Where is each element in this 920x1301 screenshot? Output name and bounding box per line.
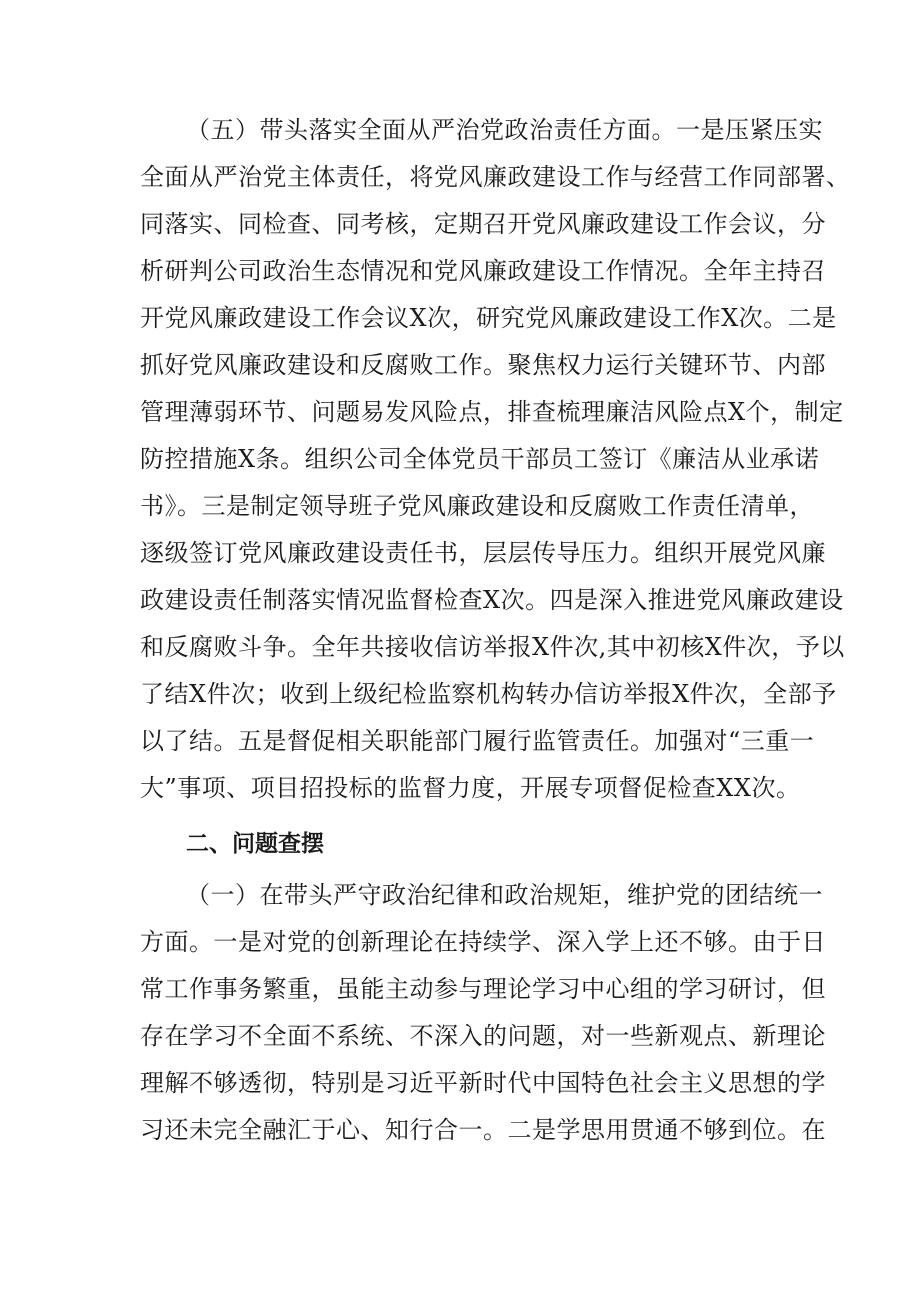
section-heading: 二、问题查摆 [186, 831, 324, 857]
paragraph-line: 防控措施X条。组织公司全体党员干部员工签订《廉洁从业承诺 [140, 445, 820, 473]
paragraph-line: 理解不够透彻，特别是习近平新时代中国特色社会主义思想的学 [140, 1069, 826, 1097]
paragraph-line: 和反腐败斗争。全年共接收信访举报X件次,其中初核X件次，予以 [140, 633, 845, 661]
paragraph-line: 开党风廉政建设工作会议X次，研究党风廉政建设工作X次。二是 [140, 304, 837, 332]
paragraph-line: 全面从严治党主体责任，将党风廉政建设工作与经营工作同部署、 [140, 163, 851, 191]
paragraph-line: 析研判公司政治生态情况和党风廉政建设工作情况。全年主持召 [140, 257, 826, 285]
paragraph-line: （一）在带头严守政治纪律和政治规矩，维护党的团结统一 [186, 881, 823, 909]
paragraph-line: （五）带头落实全面从严治党政治责任方面。一是压紧压实 [186, 116, 823, 144]
paragraph-line: 抓好党风廉政建设和反腐败工作。聚焦权力运行关键环节、内部 [140, 351, 826, 379]
paragraph-line: 书》。三是制定领导班子党风廉政建设和反腐败工作责任清单， [140, 492, 814, 520]
paragraph-line: 常工作事务繁重，虽能主动参与理论学习中心组的学习研讨，但 [140, 975, 826, 1003]
paragraph-line: 管理薄弱环节、问题易发风险点，排查梳理廉洁风险点X个，制定 [140, 398, 844, 426]
paragraph-line: 政建设责任制落实情况监督检查X次。四是深入推进党风廉政建设 [140, 586, 844, 614]
paragraph-line: 方面。一是对党的创新理论在持续学、深入学上还不够。由于日 [140, 928, 826, 956]
paragraph-line: 逐级签订党风廉政建设责任书，层层传导压力。组织开展党风廉 [140, 539, 826, 567]
paragraph-line: 了结X件次；收到上级纪检监察机构转办信访举报X件次，全部予 [140, 680, 837, 708]
paragraph-line: 习还未完全融汇于心、知行合一。二是学思用贯通不够到位。在 [140, 1116, 826, 1144]
paragraph-line: 存在学习不全面不系统、不深入的问题，对一些新观点、新理论 [140, 1022, 826, 1050]
paragraph-line: 大”事项、项目招投标的监督力度，开展专项督促检查XX次。 [140, 774, 801, 802]
paragraph-line: 以了结。五是督促相关职能部门履行监管责任。加强对“三重一 [140, 727, 815, 755]
paragraph-line: 同落实、同检查、同考核，定期召开党风廉政建设工作会议，分 [140, 210, 826, 238]
